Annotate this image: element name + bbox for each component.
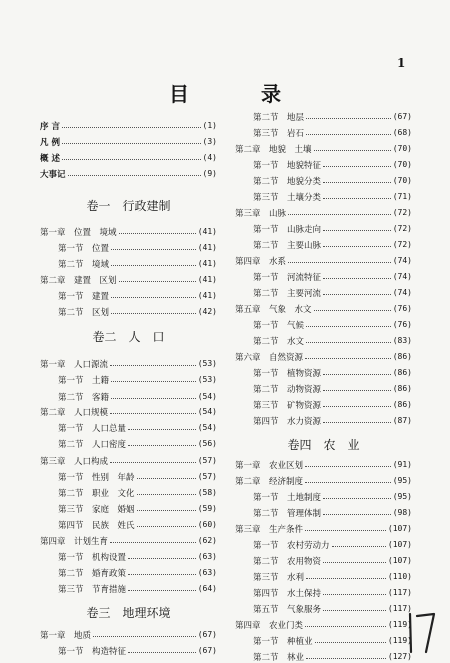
dot-leader — [305, 466, 391, 467]
toc-entry-label: 第二节 区划 — [58, 307, 110, 318]
toc-entry-label: 第二章 建置 区划 — [40, 275, 117, 286]
toc-section-entry — [40, 550, 217, 563]
toc-entry-label: 大事记 — [40, 169, 66, 180]
toc-entry-label: 第一节 山脉走向 — [253, 224, 322, 235]
dot-leader — [110, 413, 196, 414]
toc-section-entry — [235, 158, 412, 171]
dot-leader — [62, 127, 201, 128]
toc-entry-page: (41) — [197, 227, 217, 236]
toc-entry-label: 第一节 种植业 — [253, 636, 313, 647]
dot-leader — [128, 590, 196, 591]
toc-entry-label: 第三节 水利 — [253, 572, 305, 583]
toc-entry-page: (67) — [197, 646, 217, 655]
toc-entry-label: 第一节 性别 年龄 — [58, 472, 135, 483]
toc-section-entry — [40, 582, 217, 595]
toc-section-entry — [235, 506, 412, 519]
dot-leader — [323, 182, 391, 183]
toc-entry-label: 第二节 主要山脉 — [253, 240, 322, 251]
toc-entry-page: (54) — [197, 423, 217, 432]
dot-leader — [314, 310, 391, 311]
toc-chapter-entry — [40, 454, 217, 467]
page-title: 目 录 — [169, 82, 307, 106]
toc-section-entry — [235, 366, 412, 379]
toc-section-entry — [235, 222, 412, 235]
toc-section-entry — [40, 421, 217, 434]
toc-entry-label: 第一节 人口总量 — [58, 423, 127, 434]
toc-entry-label: 第三章 山脉 — [235, 208, 287, 219]
toc-chapter-entry — [235, 350, 412, 363]
volume-heading: 卷一 行政建制 — [86, 199, 171, 213]
toc-section-entry — [235, 490, 412, 503]
dot-leader — [306, 342, 391, 343]
dot-leader — [111, 297, 196, 298]
toc-section-entry — [235, 382, 412, 395]
toc-entry-label: 第二节 人口密度 — [58, 439, 127, 450]
toc-entry-label: 凡 例 — [40, 137, 60, 148]
toc-section-entry — [235, 126, 412, 139]
dot-leader — [305, 530, 386, 531]
toc-entry-label: 第二节 境域 — [58, 259, 110, 270]
toc-entry-page: (53) — [197, 359, 217, 368]
dot-leader — [288, 214, 391, 215]
toc-entry-page: (76) — [392, 320, 412, 329]
dot-leader — [323, 514, 391, 515]
toc-chapter-entry — [40, 119, 217, 132]
toc-section-entry — [235, 570, 412, 583]
dot-leader — [111, 313, 196, 314]
toc-entry-page: (74) — [392, 256, 412, 265]
toc-entry-page: (72) — [392, 224, 412, 233]
dot-leader — [119, 233, 196, 234]
toc-entry-page: (53) — [197, 375, 217, 384]
dot-leader — [110, 365, 196, 366]
toc-section-entry — [40, 644, 217, 657]
dot-leader — [323, 230, 391, 231]
dot-leader — [128, 445, 196, 446]
toc-entry-page: (74) — [392, 272, 412, 281]
toc-section-entry — [235, 554, 412, 567]
toc-chapter-entry — [235, 206, 412, 219]
toc-entry-label: 第一节 构造特征 — [58, 646, 127, 657]
toc-section-entry — [235, 190, 412, 203]
toc-entry-label: 第二节 地貌分类 — [253, 176, 322, 187]
toc-entry-page: (54) — [197, 407, 217, 416]
toc-section-entry — [40, 390, 217, 403]
toc-entry-page: (107) — [387, 556, 412, 565]
toc-entry-label: 第一章 人口源流 — [40, 359, 109, 370]
toc-chapter-entry — [40, 357, 217, 370]
page-number: 1 — [397, 56, 406, 70]
toc-entry-page: (57) — [197, 472, 217, 481]
dot-leader — [137, 494, 196, 495]
toc-entry-page: (110) — [387, 572, 412, 581]
dot-leader — [128, 429, 196, 430]
dot-leader — [137, 478, 196, 479]
toc-section-entry — [235, 286, 412, 299]
dot-leader — [306, 134, 391, 135]
toc-chapter-entry — [235, 522, 412, 535]
toc-entry-page: (59) — [197, 504, 217, 513]
toc-entry-page: (117) — [387, 604, 412, 613]
toc-entry-label: 第二节 婚育政策 — [58, 568, 127, 579]
toc-entry-label: 第二节 林业 — [253, 652, 305, 663]
volume-heading: 卷四 农 业 — [287, 438, 360, 452]
toc-entry-label: 第三节 土壤分类 — [253, 192, 322, 203]
toc-entry-page: (4) — [202, 153, 217, 162]
toc-entry-label: 第三章 人口构成 — [40, 456, 109, 467]
dot-leader — [306, 118, 391, 119]
toc-entry-page: (41) — [197, 275, 217, 284]
toc-entry-page: (54) — [197, 392, 217, 401]
toc-entry-page: (3) — [202, 137, 217, 146]
toc-chapter-entry — [40, 405, 217, 418]
dot-leader — [111, 381, 196, 382]
dot-leader — [111, 265, 196, 266]
toc-entry-label: 第一节 农村劳动力 — [253, 540, 330, 551]
dot-leader — [137, 510, 196, 511]
handwritten-number-mark — [404, 610, 438, 654]
toc-entry-label: 第三节 岩石 — [253, 128, 305, 139]
toc-entry-label: 第一节 位置 — [58, 243, 110, 254]
toc-entry-label: 第三章 生产条件 — [235, 524, 304, 535]
toc-chapter-entry — [40, 167, 217, 180]
dot-leader — [128, 652, 196, 653]
toc-chapter-entry — [40, 225, 217, 238]
toc-entry-page: (60) — [197, 520, 217, 529]
toc-entry-label: 第三节 矿物资源 — [253, 400, 322, 411]
toc-entry-label: 第二节 农用物资 — [253, 556, 322, 567]
toc-entry-label: 第四章 水系 — [235, 256, 287, 267]
toc-entry-label: 第四节 水力资源 — [253, 416, 322, 427]
toc-entry-label: 第二章 地貌 土壤 — [235, 144, 312, 155]
toc-entry-label: 第一节 气候 — [253, 320, 305, 331]
toc-entry-page: (63) — [197, 568, 217, 577]
toc-entry-page: (87) — [392, 416, 412, 425]
toc-entry-page: (83) — [392, 336, 412, 345]
toc-chapter-entry — [235, 142, 412, 155]
toc-chapter-entry — [235, 302, 412, 315]
dot-leader — [111, 249, 196, 250]
toc-entry-label: 第五节 气象服务 — [253, 604, 322, 615]
dot-leader — [128, 574, 196, 575]
dot-leader — [323, 422, 391, 423]
toc-entry-page: (127) — [387, 652, 412, 661]
toc-entry-label: 第三节 节育措施 — [58, 584, 127, 595]
toc-entry-label: 第四节 民族 姓氏 — [58, 520, 135, 531]
dot-leader — [305, 358, 391, 359]
toc-entry-page: (70) — [392, 160, 412, 169]
toc-entry-page: (42) — [197, 307, 217, 316]
toc-entry-label: 第二节 地层 — [253, 112, 305, 123]
toc-entry-page: (86) — [392, 352, 412, 361]
toc-chapter-entry — [40, 534, 217, 547]
toc-entry-page: (56) — [197, 439, 217, 448]
toc-entry-label: 第一节 地貌特征 — [253, 160, 322, 171]
toc-entry-label: 第一节 土地制度 — [253, 492, 322, 503]
toc-entry-label: 第一章 农业区划 — [235, 460, 304, 471]
toc-chapter-entry — [40, 151, 217, 164]
toc-entry-page: (86) — [392, 384, 412, 393]
toc-entry-label: 第二章 人口规模 — [40, 407, 109, 418]
toc-entry-page: (68) — [392, 128, 412, 137]
toc-entry-page: (86) — [392, 368, 412, 377]
toc-entry-label: 第六章 自然资源 — [235, 352, 304, 363]
toc-chapter-entry — [235, 458, 412, 471]
dot-leader — [119, 281, 196, 282]
toc-section-entry — [40, 305, 217, 318]
dot-leader — [68, 175, 201, 176]
dot-leader — [332, 546, 386, 547]
toc-entry-page: (86) — [392, 400, 412, 409]
volume-heading: 卷二 人 口 — [92, 330, 165, 344]
toc-section-entry — [235, 602, 412, 615]
dot-leader — [93, 636, 196, 637]
toc-entry-page: (57) — [197, 456, 217, 465]
toc-entry-page: (98) — [392, 508, 412, 517]
toc-chapter-entry — [235, 474, 412, 487]
toc-section-entry — [40, 257, 217, 270]
toc-chapter-entry — [40, 628, 217, 641]
toc-entry-page: (76) — [392, 304, 412, 313]
toc-entry-page: (41) — [197, 291, 217, 300]
toc-chapter-entry — [235, 618, 412, 631]
dot-leader — [323, 390, 391, 391]
toc-entry-label: 第四章 计划生育 — [40, 536, 109, 547]
dot-leader — [315, 642, 386, 643]
toc-entry-page: (62) — [197, 536, 217, 545]
toc-section-entry — [235, 334, 412, 347]
dot-leader — [110, 542, 196, 543]
toc-section-entry — [235, 270, 412, 283]
toc-entry-page: (70) — [392, 176, 412, 185]
dot-leader — [323, 374, 391, 375]
dot-leader — [323, 406, 391, 407]
dot-leader — [323, 198, 391, 199]
toc-entry-label: 概 述 — [40, 153, 60, 164]
toc-section-entry — [235, 538, 412, 551]
toc-section-entry — [40, 486, 217, 499]
dot-leader — [288, 262, 391, 263]
toc-entry-label: 第二节 动物资源 — [253, 384, 322, 395]
dot-leader — [305, 626, 386, 627]
dot-leader — [111, 398, 196, 399]
dot-leader — [305, 482, 391, 483]
toc-entry-label: 第二节 管理体制 — [253, 508, 322, 519]
toc-entry-page: (1) — [202, 121, 217, 130]
toc-entry-label: 序 言 — [40, 121, 60, 132]
toc-section-entry — [235, 414, 412, 427]
dot-leader — [137, 526, 196, 527]
toc-entry-page: (95) — [392, 476, 412, 485]
toc-entry-label: 第五章 气象 水文 — [235, 304, 312, 315]
toc-entry-page: (119) — [387, 636, 412, 645]
toc-entry-page: (41) — [197, 243, 217, 252]
toc-entry-label: 第一节 建置 — [58, 291, 110, 302]
toc-section-entry — [235, 634, 412, 647]
toc-entry-label: 第二节 水文 — [253, 336, 305, 347]
toc-chapter-entry — [40, 135, 217, 148]
toc-entry-page: (64) — [197, 584, 217, 593]
toc-section-entry — [40, 470, 217, 483]
dot-leader — [323, 594, 386, 595]
toc-entry-page: (70) — [392, 144, 412, 153]
dot-leader — [314, 150, 391, 151]
toc-section-entry — [235, 174, 412, 187]
toc-entry-label: 第二节 客籍 — [58, 392, 110, 403]
toc-section-entry — [40, 437, 217, 450]
dot-leader — [323, 498, 391, 499]
dot-leader — [62, 159, 201, 160]
toc-entry-label: 第一章 位置 境域 — [40, 227, 117, 238]
toc-entry-page: (71) — [392, 192, 412, 201]
toc-chapter-entry — [235, 254, 412, 267]
toc-entry-page: (58) — [197, 488, 217, 497]
toc-entry-label: 第四节 水土保持 — [253, 588, 322, 599]
dot-leader — [306, 326, 391, 327]
toc-entry-page: (74) — [392, 288, 412, 297]
toc-chapter-entry — [40, 273, 217, 286]
dot-leader — [62, 143, 201, 144]
toc-entry-page: (67) — [197, 630, 217, 639]
toc-entry-page: (107) — [387, 524, 412, 533]
dot-leader — [323, 294, 391, 295]
toc-entry-page: (41) — [197, 259, 217, 268]
toc-entry-page: (72) — [392, 208, 412, 217]
toc-section-entry — [235, 110, 412, 123]
toc-section-entry — [235, 398, 412, 411]
dot-leader — [323, 562, 386, 563]
toc-entry-label: 第一节 河流特征 — [253, 272, 322, 283]
dot-leader — [323, 166, 391, 167]
toc-entry-page: (9) — [202, 169, 217, 178]
toc-entry-page: (72) — [392, 240, 412, 249]
toc-entry-page: (67) — [392, 112, 412, 121]
toc-entry-page: (63) — [197, 552, 217, 561]
volume-heading: 卷三 地理环境 — [86, 606, 171, 620]
dot-leader — [306, 578, 386, 579]
toc-entry-page: (107) — [387, 540, 412, 549]
toc-section-entry — [40, 566, 217, 579]
toc-entry-page: (95) — [392, 492, 412, 501]
toc-entry-label: 第一章 地质 — [40, 630, 92, 641]
dot-leader — [323, 246, 391, 247]
toc-entry-label: 第一节 植物资源 — [253, 368, 322, 379]
toc-section-entry — [40, 289, 217, 302]
toc-entry-label: 第二章 经济制度 — [235, 476, 304, 487]
toc-entry-page: (91) — [392, 460, 412, 469]
toc-section-entry — [235, 586, 412, 599]
toc-section-entry — [40, 518, 217, 531]
dot-leader — [128, 558, 196, 559]
toc-entry-label: 第一节 机构设置 — [58, 552, 127, 563]
dot-leader — [323, 278, 391, 279]
toc-section-entry — [40, 241, 217, 254]
toc-section-entry — [40, 373, 217, 386]
toc-entry-label: 第四章 农业门类 — [235, 620, 304, 631]
dot-leader — [323, 610, 386, 611]
toc-entry-label: 第二节 职业 文化 — [58, 488, 135, 499]
toc-entry-label: 第三节 家庭 婚姻 — [58, 504, 135, 515]
toc-section-entry — [40, 502, 217, 515]
dot-leader — [306, 658, 386, 659]
toc-entry-page: (119) — [387, 620, 412, 629]
toc-entry-label: 第一节 土籍 — [58, 375, 110, 386]
toc-section-entry — [235, 318, 412, 331]
dot-leader — [110, 462, 196, 463]
toc-entry-label: 第二节 主要河流 — [253, 288, 322, 299]
toc-entry-page: (117) — [387, 588, 412, 597]
toc-section-entry — [235, 238, 412, 251]
